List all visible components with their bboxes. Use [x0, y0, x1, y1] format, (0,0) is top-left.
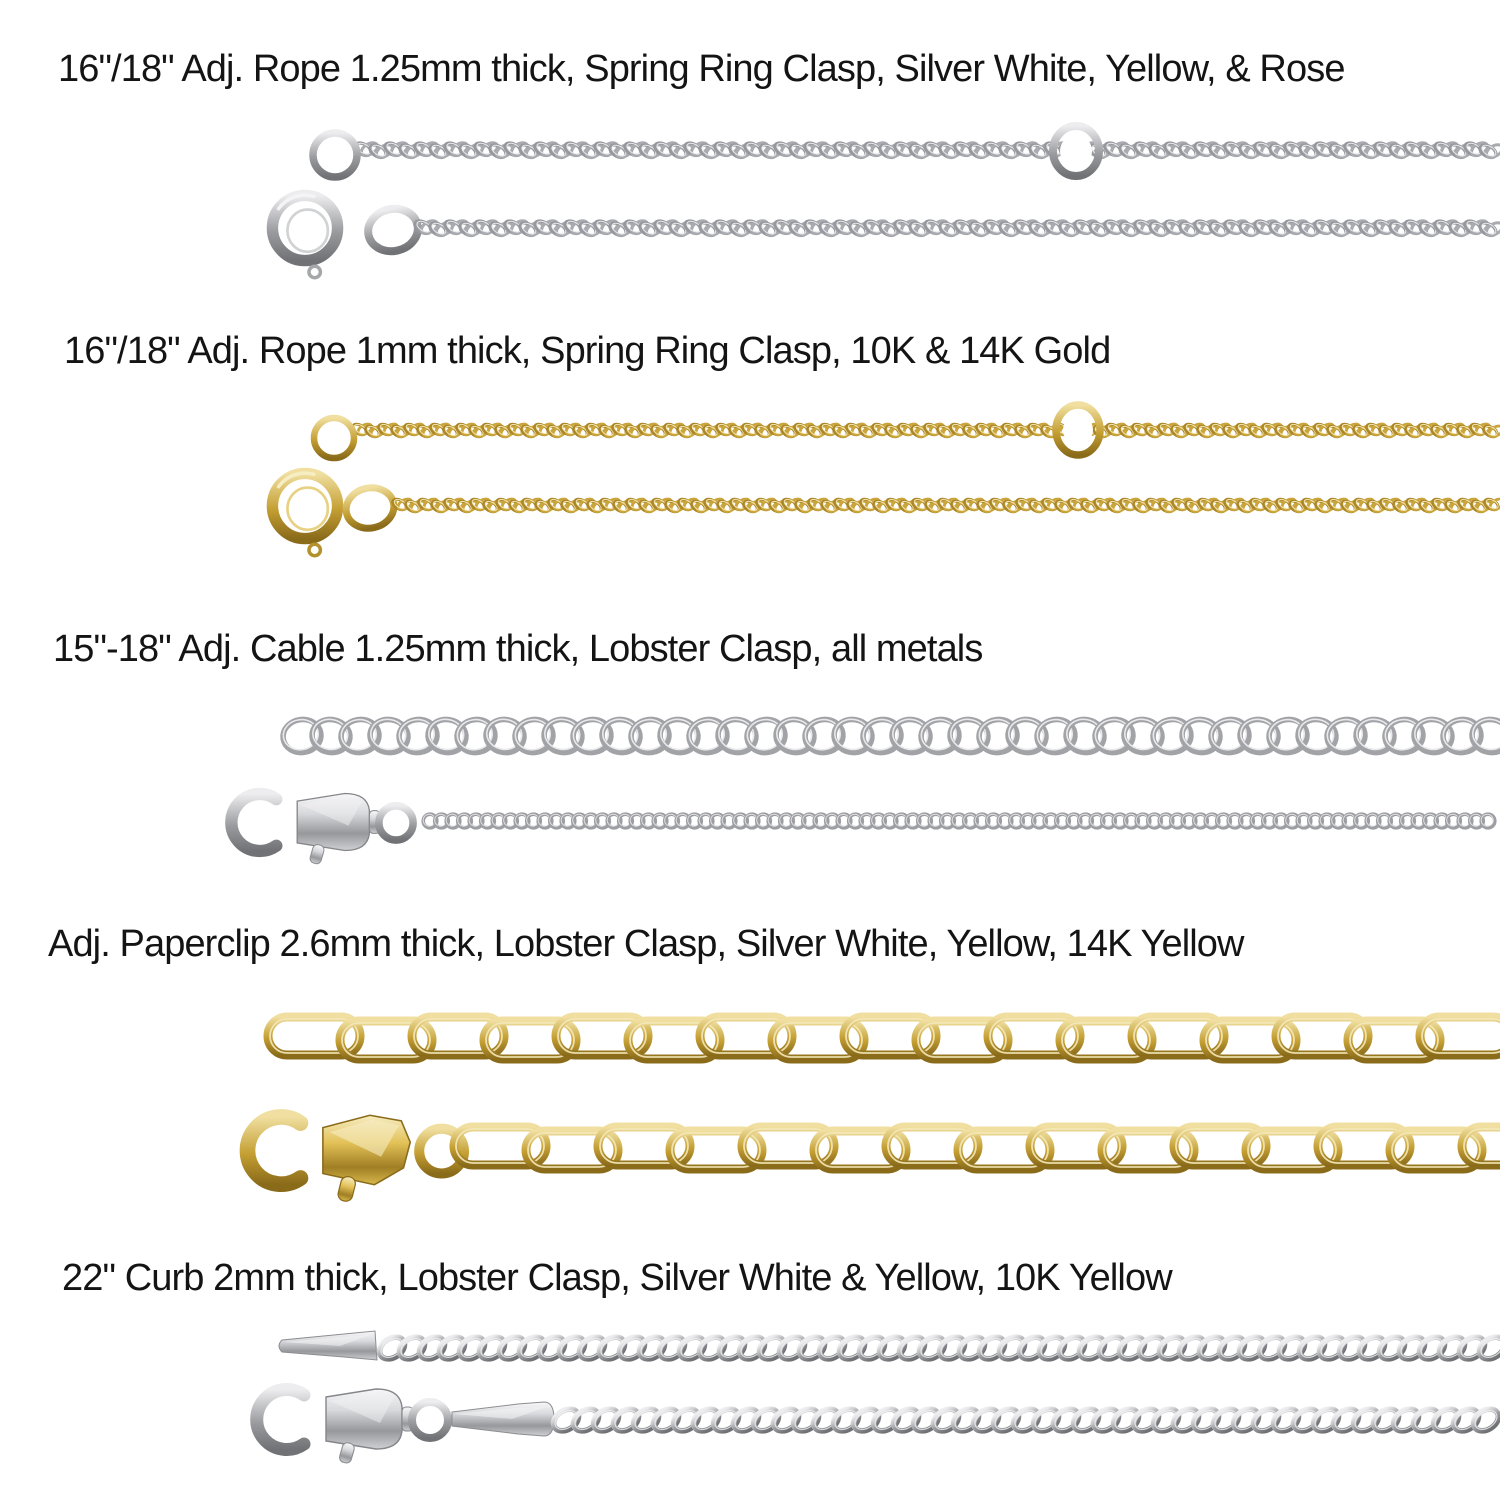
- lobster-clasp-gold: [247, 1115, 464, 1202]
- rope-gold-chain-top-row: [314, 405, 1500, 458]
- caption-paperclip: Adj. Paperclip 2.6mm thick, Lobster Clasp, Silver White, Yellow, 14K Yellow: [48, 923, 1244, 965]
- chain-end-tag-silver: [279, 1331, 377, 1360]
- caption-curb: 22" Curb 2mm thick, Lobster Clasp, Silver White & Yellow, 10K Yellow: [62, 1257, 1172, 1299]
- spring-ring-clasp-silver: [272, 195, 337, 278]
- caption-rope-1-25mm: 16"/18" Adj. Rope 1.25mm thick, Spring Ring Clasp, Silver White, Yellow, & Rose: [58, 48, 1345, 90]
- lobster-clasp-silver-curb: [257, 1389, 448, 1464]
- rope-silver-chain-top-row: [313, 126, 1500, 177]
- cable-silver-chain-clasp-row: [231, 794, 1494, 865]
- jump-ring-gold: [314, 418, 354, 458]
- caption-rope-1mm: 16"/18" Adj. Rope 1mm thick, Spring Ring Clasp, 10K & 14K Gold: [64, 330, 1111, 372]
- spring-ring-clasp-gold: [272, 473, 337, 556]
- caption-cable: 15"-18" Adj. Cable 1.25mm thick, Lobster Clasp, all metals: [53, 628, 983, 670]
- curb-silver-chain-top-row: [279, 1331, 1500, 1363]
- lobster-clasp-silver: [231, 794, 413, 865]
- curb-silver-chain-clasp-row: [257, 1389, 1500, 1464]
- rope-gold-chain-clasp-row: [272, 473, 1500, 556]
- rope-silver-chain-clasp-row: [272, 195, 1500, 278]
- jump-ring-silver: [313, 133, 357, 177]
- paperclip-gold-chain-top-row: [268, 1017, 1500, 1059]
- tapered-connector-silver: [452, 1402, 554, 1436]
- cable-extender-chain-row: [281, 717, 1500, 756]
- paperclip-gold-chain-clasp-row: [247, 1115, 1500, 1202]
